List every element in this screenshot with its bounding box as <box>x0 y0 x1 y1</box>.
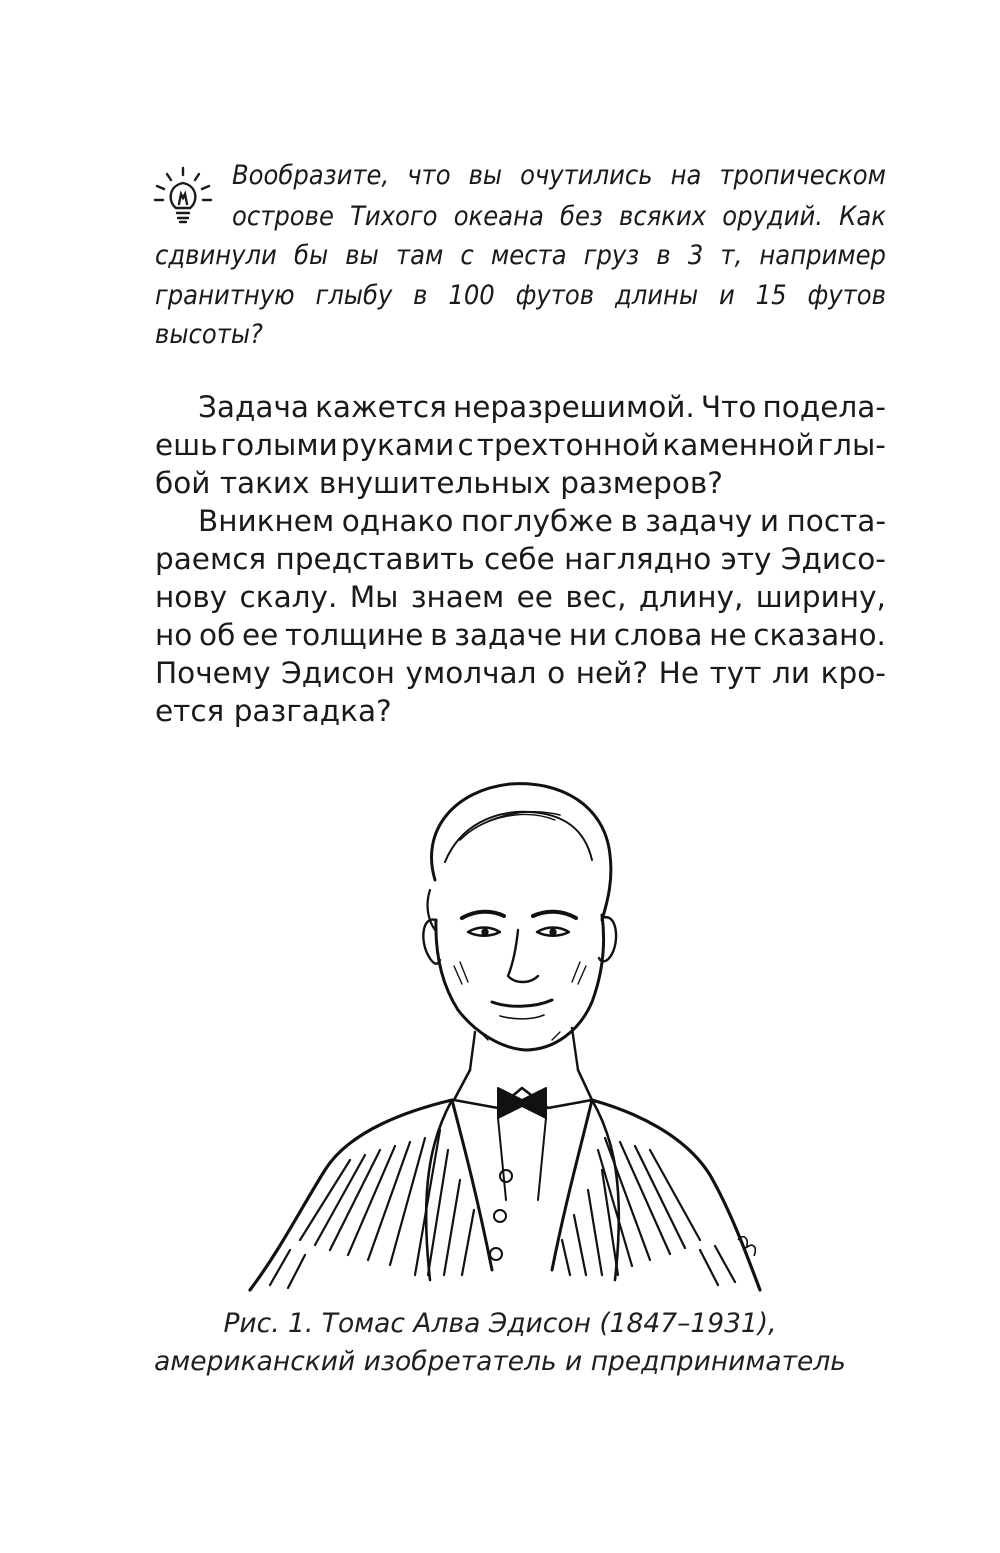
word: гранитную <box>155 280 295 311</box>
word: себе <box>484 542 555 576</box>
text-line <box>155 618 886 652</box>
word: и <box>759 504 780 538</box>
word: в <box>620 504 638 538</box>
figure-caption <box>0 1305 1000 1381</box>
problem-line <box>232 201 886 232</box>
word: высоты? <box>155 319 263 350</box>
word: что <box>407 160 451 191</box>
word: без <box>560 201 603 232</box>
word: океана <box>453 201 544 232</box>
text-line <box>155 542 886 576</box>
problem-line <box>232 160 886 191</box>
word: 15 <box>755 280 787 311</box>
word: острове <box>232 201 334 232</box>
text-line <box>155 580 886 614</box>
word: Тихого <box>350 201 438 232</box>
caption-line-2: американский изобретатель и предприниматель <box>154 1346 846 1377</box>
word: задачу <box>645 504 753 538</box>
word: подела- <box>762 390 886 424</box>
word: всяких <box>619 201 707 232</box>
word: внушительных <box>318 466 551 500</box>
word: ни <box>568 618 608 652</box>
problem-line <box>155 240 886 271</box>
text-line <box>155 656 886 690</box>
word: скалу. <box>239 580 338 614</box>
word: трехтонной <box>476 428 660 462</box>
word: там <box>395 240 444 271</box>
word: Мы <box>349 580 399 614</box>
word: об <box>199 618 236 652</box>
word: бы <box>293 240 329 271</box>
text-line <box>155 466 723 500</box>
word: кажется <box>315 390 447 424</box>
word: 100 <box>448 280 495 311</box>
word: тропическом <box>719 160 886 191</box>
caption-line-1: Рис. 1. Томас Алва Эдисон (1847–1931), <box>223 1308 777 1339</box>
word: раемся <box>155 542 267 576</box>
lightbulb-icon <box>152 164 214 226</box>
text-line <box>198 504 886 538</box>
word: ее <box>516 580 553 614</box>
word: в <box>413 280 428 311</box>
word: Не <box>658 656 699 690</box>
word: умолчал <box>405 656 537 690</box>
word: например <box>759 240 886 271</box>
word: с <box>457 428 474 462</box>
word: глыбу <box>315 280 393 311</box>
word: знаем <box>410 580 505 614</box>
word: длину, <box>638 580 744 614</box>
text-line <box>198 390 886 424</box>
word: груз <box>583 240 640 271</box>
word: вы <box>345 240 379 271</box>
word: ешь <box>155 428 218 462</box>
word: ее <box>241 618 279 652</box>
word: места <box>490 240 567 271</box>
text-line <box>155 694 392 728</box>
word: неразрешимой. <box>452 390 695 424</box>
word: голыми <box>220 428 338 462</box>
word: разгадка? <box>233 694 392 728</box>
word: в <box>430 618 448 652</box>
word: орудий. <box>722 201 824 232</box>
word: поглубже <box>460 504 613 538</box>
word: кро- <box>820 656 886 690</box>
word: каменной <box>662 428 815 462</box>
word: сдвинули <box>155 240 277 271</box>
word: бой <box>155 466 211 500</box>
word: нову <box>155 580 228 614</box>
word: Вникнем <box>198 504 335 538</box>
word: ется <box>155 694 225 728</box>
word: слова <box>613 618 703 652</box>
word: футов <box>515 280 595 311</box>
word: размеров? <box>560 466 723 500</box>
word: Вообразите, <box>232 160 390 191</box>
word: глы- <box>817 428 886 462</box>
word: ли <box>772 656 811 690</box>
word: толщине <box>284 618 424 652</box>
word: длины <box>614 280 699 311</box>
word: таких <box>219 466 310 500</box>
word: задаче <box>454 618 563 652</box>
word: очутились <box>520 160 653 191</box>
word: руками <box>340 428 455 462</box>
word: эту <box>720 542 772 576</box>
word: но <box>155 618 193 652</box>
word: о <box>547 656 566 690</box>
word: Что <box>700 390 757 424</box>
word: на <box>670 160 702 191</box>
problem-line <box>155 280 886 311</box>
word: поста- <box>786 504 886 538</box>
word: наглядно <box>564 542 712 576</box>
word: однако <box>341 504 454 538</box>
word: представить <box>275 542 475 576</box>
word: в <box>656 240 671 271</box>
word: т, <box>720 240 743 271</box>
word: ширину, <box>755 580 886 614</box>
word: Эдисон <box>281 656 395 690</box>
word: не <box>709 618 747 652</box>
word: футов <box>807 280 886 311</box>
word: 3 <box>687 240 704 271</box>
word: вес, <box>565 580 627 614</box>
word: тут <box>709 656 762 690</box>
word: вы <box>468 160 503 191</box>
problem-line <box>155 319 263 350</box>
word: Как <box>839 201 886 232</box>
word: ней? <box>575 656 649 690</box>
word: и <box>719 280 735 311</box>
edison-portrait-illustration <box>230 770 775 1300</box>
word: Почему <box>155 656 271 690</box>
text-line <box>155 428 886 462</box>
word: сказано. <box>753 618 886 652</box>
word: с <box>460 240 474 271</box>
word: Эдисо- <box>780 542 886 576</box>
word: Задача <box>198 390 309 424</box>
